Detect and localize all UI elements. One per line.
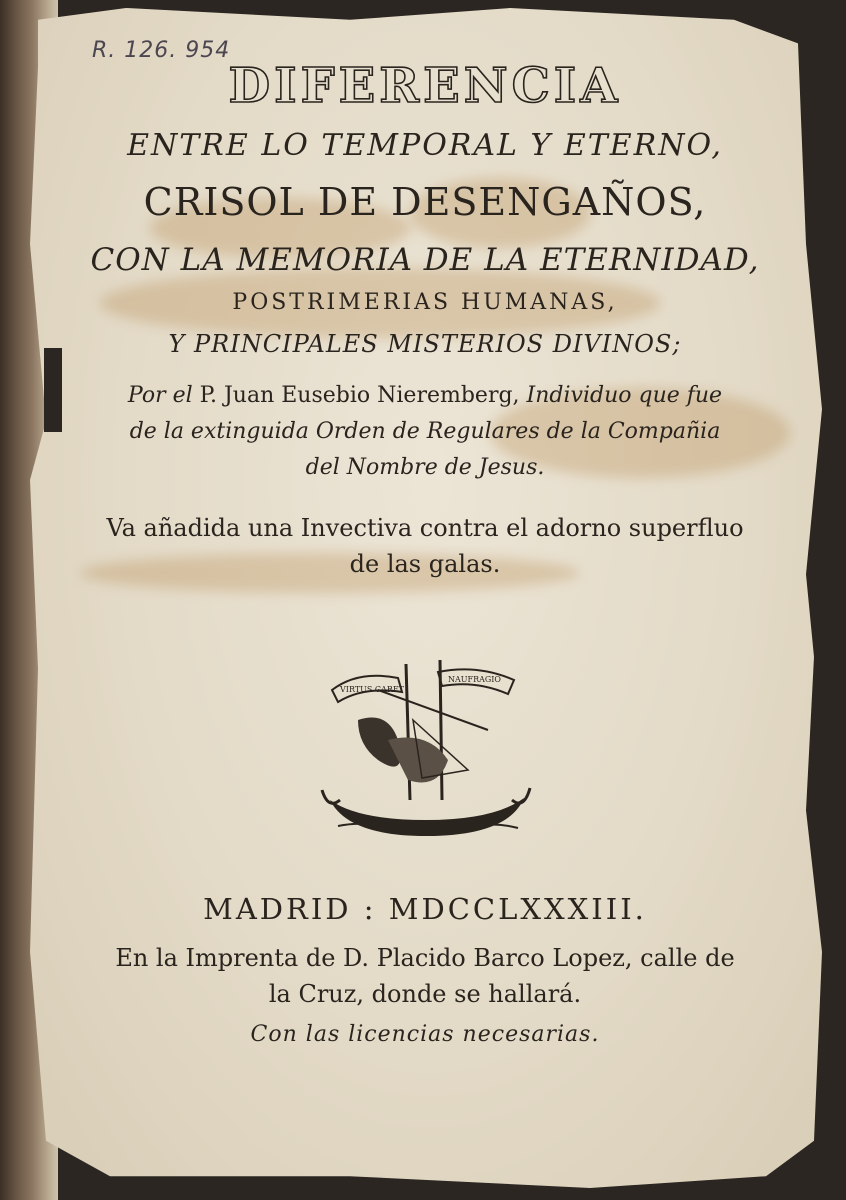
author-rest-2: de la extinguida Orden de Regulares de la Compañia [129, 419, 721, 444]
imprint-place-date: MADRID : MDCCLXXXIII. [203, 892, 647, 926]
device-motto-right: NAUFRAGIO [448, 675, 501, 684]
subtitle-line-1: ENTRE LO TEMPORAL Y ETERNO, [127, 128, 723, 163]
subtitle-line-5: Y PRINCIPALES MISTERIOS DIVINOS; [168, 330, 682, 358]
subtitle-line-4: POSTRIMERIAS HUMANAS, [232, 290, 618, 315]
imprint-printer [40, 940, 810, 1012]
printer-device-ship [318, 650, 534, 846]
licencias-note: Con las licencias necesarias. [250, 1022, 600, 1047]
page-title: DIFERENCIA [228, 58, 622, 114]
author-statement [40, 378, 810, 486]
author-por-el: Por el [127, 383, 193, 408]
author-rest-3: del Nombre de Jesus. [305, 455, 545, 480]
author-rest-1: Individuo que fue [526, 383, 723, 408]
manuscript-shelfmark: R. 126. 954 [92, 38, 231, 63]
invectiva-line-2: de las galas. [349, 550, 501, 578]
invectiva-line-1: Va añadida una Invectiva contra el adorno superfluo [106, 514, 744, 542]
imprint-line-2: la Cruz, donde se hallará. [268, 980, 582, 1008]
device-motto-left: VIRTUS CARET [340, 685, 405, 694]
subtitle-line-2: CRISOL DE DESENGAÑOS, [143, 180, 707, 224]
invectiva-note [40, 510, 810, 582]
imprint-line-1: En la Imprenta de D. Placido Barco Lopez, calle de [115, 944, 735, 972]
subtitle-line-3: CON LA MEMORIA DE LA ETERNIDAD, [90, 242, 760, 278]
author-name: P. Juan Eusebio Nieremberg, [199, 383, 520, 408]
